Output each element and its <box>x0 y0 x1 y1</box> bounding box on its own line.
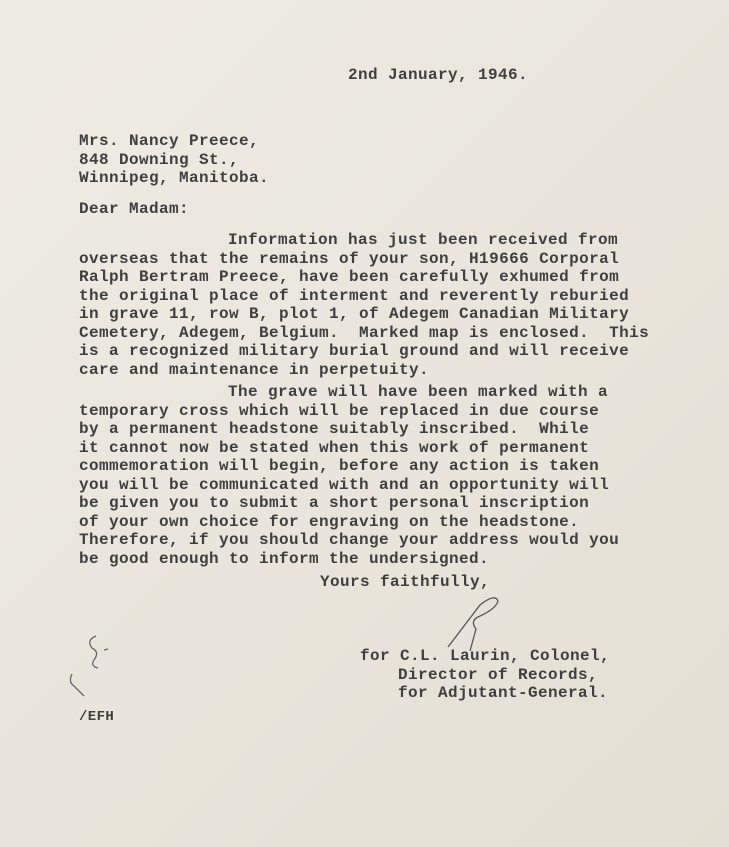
body-line: is a recognized military burial ground and will receive <box>79 342 630 360</box>
body-line: you will be communicated with and an opportunity will <box>79 475 610 494</box>
signatory-title: Director of Records, <box>398 665 599 684</box>
paragraph-1 <box>79 231 649 379</box>
reference-initials: /EFH <box>79 709 115 725</box>
body-line: of your own choice for engraving on the headstone. <box>79 512 580 531</box>
body-line: Ralph Bertram Preece, have been carefully exhumed from <box>79 268 620 286</box>
body-line: by a permanent headstone suitably inscribed. While <box>79 420 590 438</box>
body-line: Therefore, if you should change your address would you <box>79 531 620 549</box>
salutation: Dear Madam: <box>79 200 190 218</box>
body-line: be given you to submit a short personal inscription <box>79 494 590 512</box>
address-line: Winnipeg, Manitoba. <box>79 169 270 187</box>
signatory-office: for Adjutant-General. <box>398 684 609 702</box>
signature-block <box>360 647 610 703</box>
body-line: the original place of interment and reverently reburied <box>79 286 630 305</box>
body-line: in grave 11, row B, plot 1, of Adegem Canadian Military <box>79 305 630 323</box>
recipient-address <box>79 132 269 188</box>
signature-scribble <box>440 595 510 655</box>
body-line: it cannot now be stated when this work of permanent <box>79 438 590 457</box>
address-line: Mrs. Nancy Preece, <box>79 132 260 150</box>
address-line: 848 Downing St., <box>79 150 240 169</box>
body-line: be good enough to inform the undersigned. <box>79 549 490 568</box>
body-line: The grave will have been marked with a <box>228 383 609 401</box>
closing: Yours faithfully, <box>320 573 491 591</box>
letter-date: 2nd January, 1946. <box>348 66 529 84</box>
body-line: Information has just been received from <box>228 231 619 249</box>
body-line: overseas that the remains of your son, H19666 Corporal <box>79 249 620 268</box>
body-line: care and maintenance in perpetuity. <box>79 360 430 379</box>
body-line: Cemetery, Adegem, Belgium. Marked map is enclosed. This <box>79 323 650 342</box>
body-line: commemoration will begin, before any action is taken <box>79 457 600 475</box>
signatory-line: for C.L. Laurin, Colonel, <box>360 647 611 665</box>
paragraph-2 <box>79 383 619 568</box>
body-line: temporary cross which will be replaced in due course <box>79 401 600 420</box>
handwritten-initials <box>64 630 134 700</box>
